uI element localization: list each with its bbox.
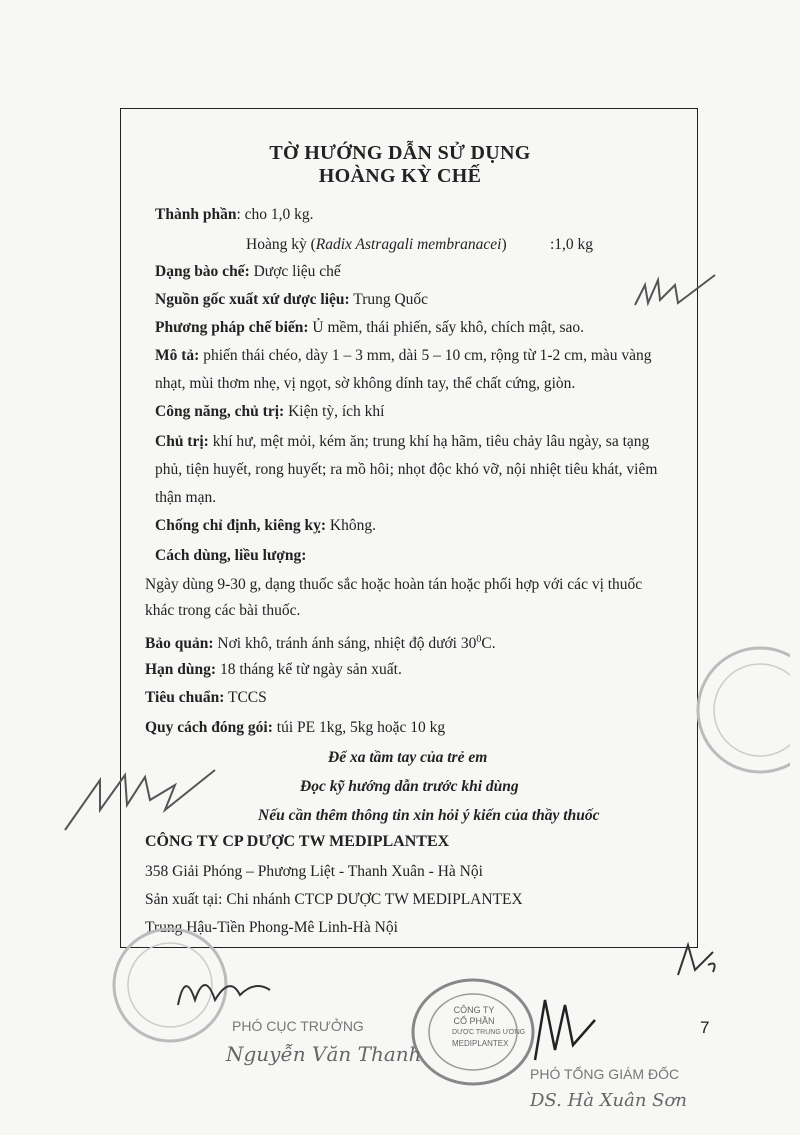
origin-label: Nguồn gốc xuất xứ dược liệu: — [155, 291, 350, 308]
shelf-life-label: Hạn dùng: — [145, 661, 217, 678]
ingredient-latin: Radix Astragali membranacei — [315, 236, 502, 253]
left-signer-title: PHÓ CỤC TRƯỞNG — [232, 1018, 364, 1034]
packaging-text: túi PE 1kg, 5kg hoặc 10 kg — [272, 719, 446, 736]
product-name: HOÀNG KỲ CHẾ — [318, 165, 482, 187]
dosage-label: Cách dùng, liều lượng: — [155, 547, 307, 564]
standard-text: TCCS — [224, 689, 267, 706]
description-line-2: nhạt, mùi thơm nhẹ, vị ngọt, sờ không dính tay, thể chất cứng, giòn. — [155, 375, 576, 392]
right-margin-initial — [630, 265, 720, 325]
description-label: Mô tả: — [155, 347, 200, 364]
dosage-line-1: Ngày dùng 9-30 g, dạng thuốc sắc hoặc hoàn tán hoặc phối hợp với các vị thuốc — [145, 576, 643, 593]
function-line — [155, 402, 385, 422]
left-signature-stroke — [170, 965, 280, 1015]
method-line — [155, 318, 584, 338]
seal-line-1: CÔNG TY — [453, 1005, 495, 1015]
warning-consult-doctor: Nếu cần thêm thông tin xin hỏi ý kiến của thầy thuốc — [258, 807, 600, 824]
storage-degree: 0 — [476, 634, 482, 645]
right-signature-stroke — [525, 990, 605, 1065]
corner-initial — [673, 940, 723, 980]
ingredient-line — [246, 235, 507, 255]
description-line-1 — [155, 346, 652, 366]
contraindications-label: Chống chỉ định, kiêng kỵ: — [155, 517, 326, 534]
company-seal-text — [452, 1005, 526, 1049]
storage-line — [145, 630, 496, 654]
right-signer-title: PHÓ TỔNG GIÁM ĐỐC — [530, 1066, 680, 1082]
seal-line-2: CỔ PHẦN — [453, 1016, 495, 1026]
right-signer-name: DS. Hà Xuân Sơn — [530, 1090, 687, 1111]
storage-text: Nơi khô, tránh ánh sáng, nhiệt độ dưới 30 — [213, 635, 477, 653]
dosage-line-2: khác trong các bài thuốc. — [145, 602, 301, 619]
factory-line: Sản xuất tại: Chi nhánh CTCP DƯỢC TW MEDIPLANTEX — [145, 891, 523, 908]
indications-label: Chủ trị: — [155, 433, 209, 450]
origin-text: Trung Quốc — [349, 291, 429, 308]
ingredient-amount: :1,0 kg — [550, 236, 594, 253]
composition-line — [155, 205, 314, 225]
contraindications-line — [155, 516, 376, 536]
standard-line — [145, 688, 267, 708]
factory-address: Trung Hậu-Tiền Phong-Mê Linh-Hà Nội — [145, 919, 398, 936]
standard-label: Tiêu chuẩn: — [145, 689, 225, 706]
indications-line-1 — [155, 432, 649, 452]
shelf-life-line — [145, 660, 402, 680]
method-label: Phương pháp chế biến: — [155, 319, 309, 336]
packaging-line — [145, 718, 445, 738]
company-name: CÔNG TY CP DƯỢC TW MEDIPLANTEX — [145, 833, 450, 850]
storage-label: Bảo quản: — [145, 635, 214, 653]
warning-children: Để xa tầm tay của trẻ em — [328, 749, 488, 766]
page-number: 7 — [700, 1018, 710, 1037]
function-text: Kiện tỳ, ích khí — [284, 403, 385, 420]
origin-line — [155, 290, 428, 310]
company-address: 358 Giải Phóng – Phương Liệt - Thanh Xuân - Hà Nội — [145, 863, 483, 880]
indications-text-1: khí hư, mệt mỏi, kém ăn; trung khí hạ hãm, tiêu chảy lâu ngày, sa tạng — [208, 433, 650, 450]
ingredient-close: ) — [501, 236, 507, 253]
method-text: Ủ mềm, thái phiến, sấy khô, chích mật, sao. — [308, 319, 585, 336]
composition-label: Thành phần — [155, 206, 237, 223]
function-label: Công năng, chủ trị: — [155, 403, 285, 420]
composition-text: : cho 1,0 kg. — [236, 206, 314, 223]
form-text: Dược liệu chế — [249, 263, 341, 280]
contraindications-text: Không. — [326, 517, 376, 534]
form-line — [155, 262, 341, 282]
left-initial-signature — [55, 755, 235, 835]
document-title: TỜ HƯỚNG DẪN SỬ DỤNG — [269, 142, 531, 164]
left-signer-name: Nguyễn Văn Thanh — [226, 1042, 422, 1066]
indications-line-2: phủ, tiện huyết, rong huyết; ra mồ hôi; nhọt độc khó vỡ, nội nhiệt tiêu khát, viêm — [155, 461, 658, 478]
right-edge-seal — [680, 640, 790, 780]
seal-line-3: DƯỢC TRUNG ƯƠNG — [452, 1029, 526, 1036]
seal-line-4: MEDIPLANTEX — [452, 1039, 509, 1048]
storage-unit: C. — [481, 635, 496, 653]
shelf-life-text: 18 tháng kể từ ngày sản xuất. — [216, 661, 402, 678]
packaging-label: Quy cách đóng gói: — [145, 719, 273, 736]
indications-line-3: thận mạn. — [155, 489, 217, 506]
dosage-label-line — [155, 546, 306, 566]
description-text-1: phiến thái chéo, dày 1 – 3 mm, dài 5 – 10 cm, rộng từ 1-2 cm, màu vàng — [199, 347, 652, 364]
warning-read-instructions: Đọc kỹ hướng dẫn trước khi dùng — [300, 778, 519, 795]
ingredient-name: Hoàng kỳ ( — [246, 236, 316, 253]
form-label: Dạng bào chế: — [155, 263, 250, 280]
